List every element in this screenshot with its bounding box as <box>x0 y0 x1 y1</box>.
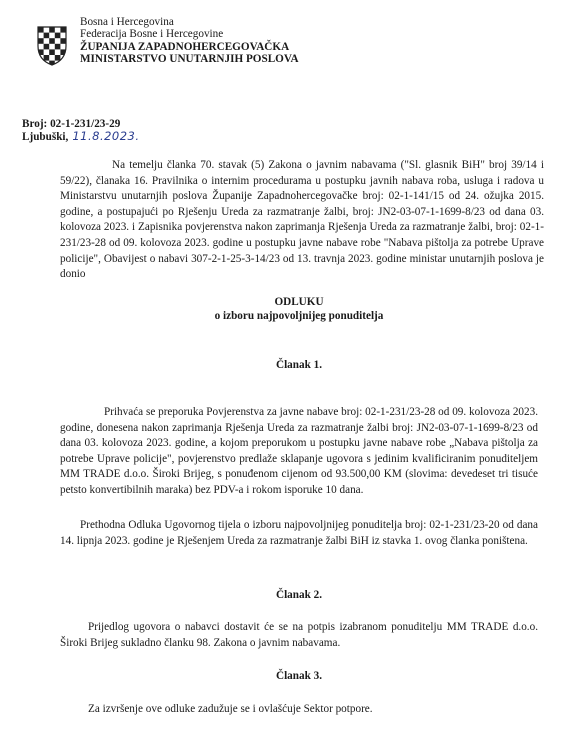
article-1-paragraph: Prihvaća se preporuka Povjerenstva za javne nabave broj: 02-1-231/23-28 od 09. kolovoza 2023. godine, donesena nakon zaprimanja Rješenja Ureda za razmatranje žalbi broj: JN2-03-07-1-1699-8/23 od dana 03. kolovoza 2023. godine, a kojom preporukom u postupku javne nabave robe „Nabava pištolja za potrebe Uprave policije", povjerenstvo predlaže sklapanje ugovora s jedinim kvalificiranim ponuditeljem MM TRADE d.o.o. Široki Brijeg, s ponuđenom cijenom od 93.500,00 KM (slovima: devedeset tri tisuće petsto konvertibilnih maraka) bez PDV-a i rokom isporuke 10 dana. <box>60 406 538 496</box>
header-county: ŽUPANIJA ZAPADNOHERCEGOVAČKA <box>80 40 290 53</box>
place-label: Ljubuški, <box>22 131 69 143</box>
coat-of-arms-icon <box>36 24 68 66</box>
header-ministry: MINISTARSTVO UNUTARNJIH POSLOVA <box>80 53 299 66</box>
article-3-heading: Članak 3. <box>275 670 322 682</box>
decision-title: ODLUKU <box>274 296 324 308</box>
article-1-heading: Članak 1. <box>275 359 322 371</box>
article-2-heading: Članak 2. <box>275 589 322 601</box>
institution-header <box>80 16 380 66</box>
article-3-paragraph: Za izvršenje ove odluke zadužuje se i ovlašćuje Sektor potpore. <box>88 703 373 715</box>
header-federation: Federacija Bosne i Hercegovine <box>80 28 224 41</box>
reference-number: Broj: 02-1-231/23-29 <box>22 118 121 130</box>
intro-paragraph: Na temelju članka 70. stavak (5) Zakona o javnim nabavama ("Sl. glasnik BiH" broj 39/14 i 59/22), članaka 16. Pravilnika o internim procedurama u postupku javnih nabava roba, usluga i radova u Ministarstvu unutarnjih poslova Županije Zapadnohercegovačke broj: 02-1-141/15 od 24. ožujka 2015. godine, a postupajući po Rješenju Ureda za razmatranje žalbi, broj: JN2-03-07-1-1699-8/23 od dana 03. kolovoza 2023. i Zapisnika povjerenstva nakon zaprimanja Rješenja Ureda za razmatranje žalbi, broj: 02-1-231/23-28 od 09. kolovoza 2023. godine u postupku javne nabave robe "Nabava pištolja za potrebe Uprave policije", Obavijest o nabavi 307-2-1-25-3-14/23 od 13. travnja 2023. godine ministar unutarnjih poslova je donio <box>60 159 544 281</box>
header-country: Bosna i Hercegovina <box>80 16 174 28</box>
article-1-paragraph-2: Prethodna Odluka Ugovornog tijela o izboru najpovoljnijeg ponuditelja broj: 02-1-231/23-20 od dana 14. lipnja 2023. godine je Rješenjem Ureda za razmatranje žalbi BiH iz stavka 1. ovog članka poništena. <box>60 519 538 547</box>
place-date-line <box>22 130 140 144</box>
decision-subtitle: o izboru najpovoljnijeg ponuditelja <box>214 310 384 322</box>
handwritten-date: 11.8.2023. <box>72 129 140 143</box>
article-2-paragraph: Prijedlog ugovora o nabavci dostavit će se na potpis izabranom ponuditelju MM TRADE d.o.o. Široki Brijeg sukladno članku 98. Zakona o javnim nabavama. <box>60 621 538 649</box>
